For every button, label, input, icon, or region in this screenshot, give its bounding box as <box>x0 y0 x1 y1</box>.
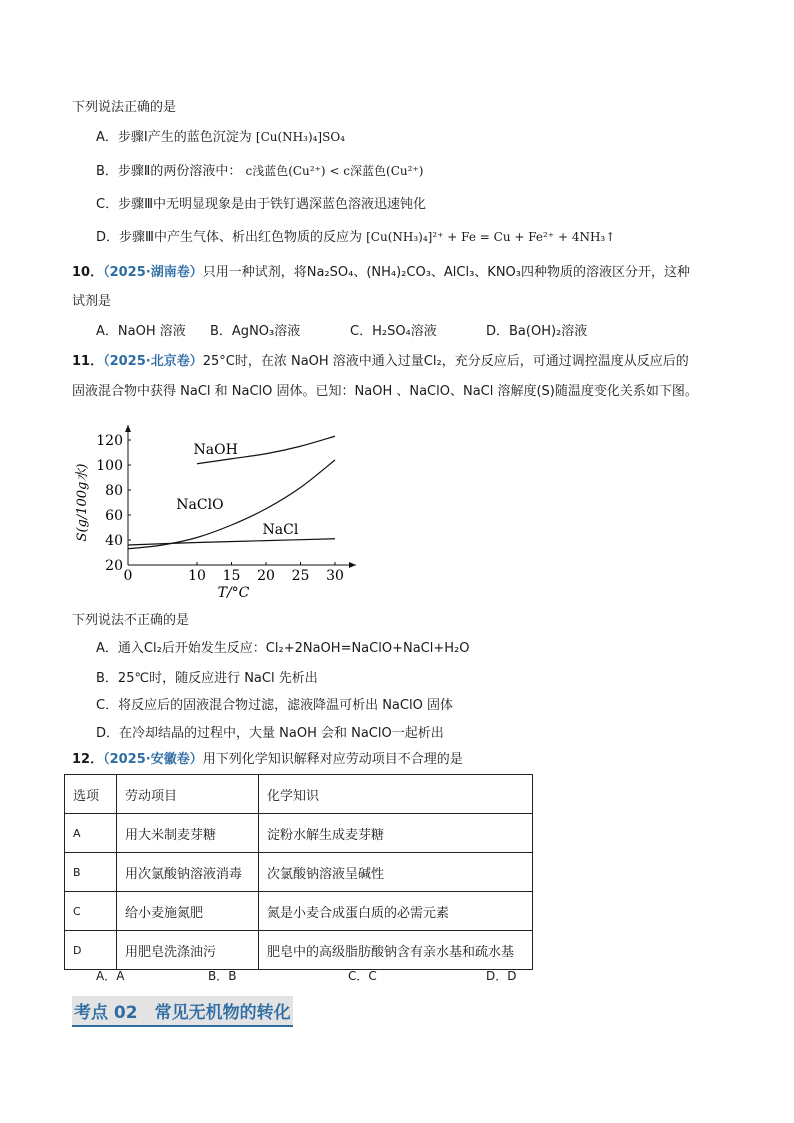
y-tick-label: 100 <box>96 458 123 474</box>
q10-stem-line2: 试剂是 <box>72 294 112 309</box>
q10-options <box>96 320 616 338</box>
x-tick-label: 0 <box>123 568 133 584</box>
q11-question: 下列说法不正确的是 <box>72 613 190 628</box>
table-cell: 用肥皂洗涤油污 <box>117 931 259 970</box>
series-label-nacl: NaCl <box>262 521 299 538</box>
q12-option-c: C．C <box>348 969 377 983</box>
table-row <box>65 853 533 892</box>
q12-options <box>96 967 536 985</box>
table-cell: 氮是小麦合成蛋白质的必需元素 <box>259 892 533 931</box>
table-cell: 给小麦施氮肥 <box>117 892 259 931</box>
y-axis-arrow <box>125 425 131 432</box>
x-axis-arrow <box>349 562 356 568</box>
q12-source: （2025·安徽卷） <box>103 752 203 767</box>
q9-option-d: D．步骤Ⅲ中产生气体、析出红色物质的反应为 [Cu(NH₃)₄]²⁺ + Fe = Cu + Fe²⁺ + 4NH₃↑ <box>96 230 616 245</box>
table-cell: 淀粉水解生成麦芽糖 <box>259 814 533 853</box>
q12-stem: 12．（2025·安徽卷）用下列化学知识解释对应劳动项目不合理的是 <box>72 752 463 767</box>
table-cell: D <box>65 931 117 970</box>
q11-option-d: D．在冷却结晶的过程中，大量 NaOH 会和 NaClO一起析出 <box>96 726 444 741</box>
series-label-naclo: NaClO <box>176 496 224 513</box>
x-tick-label: 20 <box>257 568 275 584</box>
q10-option-b: B．AgNO₃溶液 <box>210 324 301 339</box>
q11-stem-line1: 11．（2025·北京卷）25°C时，在浓 NaOH 溶液中通入过量Cl₂，充分反应后，可通过调控温度从反应后的 <box>72 354 689 369</box>
table-row <box>65 931 533 970</box>
solubility-chart <box>70 420 370 605</box>
y-tick-label: 40 <box>105 533 123 549</box>
q9-option-b-formula: c浅蓝色(Cu²⁺) < c深蓝色(Cu²⁺) <box>245 164 424 178</box>
table-row <box>65 814 533 853</box>
x-tick-label: 10 <box>188 568 206 584</box>
table-row <box>65 892 533 931</box>
q12-option-a: A．A <box>96 969 125 983</box>
q10-stem-line1: 10．（2025·湖南卷）只用一种试剂，将Na₂SO₄、(NH₄)₂CO₃、AlCl₃、KNO₃四种物质的溶液区分开，这种 <box>72 265 691 280</box>
q9-option-c: C．步骤Ⅲ中无明显现象是由于铁钉遇深蓝色溶液迅速钝化 <box>96 197 427 212</box>
table-cell: 用大米制麦芽糖 <box>117 814 259 853</box>
q10-option-a: A．NaOH 溶液 <box>96 324 186 339</box>
x-tick-label: 15 <box>222 568 241 584</box>
q9-option-d-formula: [Cu(NH₃)₄]²⁺ + Fe = Cu + Fe²⁺ + 4NH₃↑ <box>366 230 616 244</box>
y-tick-label: 120 <box>96 433 123 449</box>
table-cell: 用次氯酸钠溶液消毒 <box>117 853 259 892</box>
table-header-cell: 劳动项目 <box>117 775 259 814</box>
table-cell: 次氯酸钠溶液呈碱性 <box>259 853 533 892</box>
y-tick-label: 80 <box>105 483 123 499</box>
q10-option-c: C．H₂SO₄溶液 <box>350 324 437 339</box>
y-axis-label: S(g/100g水) <box>75 463 90 542</box>
q9-option-a-formula: [Cu(NH₃)₄]SO₄ <box>255 130 345 144</box>
q11-option-a: A．通入Cl₂后开始发生反应：Cl₂+2NaOH=NaClO+NaCl+H₂O <box>96 641 470 656</box>
q9-option-b: B．步骤Ⅱ的两份溶液中： c浅蓝色(Cu²⁺) < c深蓝色(Cu²⁺) <box>96 164 424 179</box>
q11-stem-line2: 固液混合物中获得 NaCl 和 NaClO 固体。已知：NaOH 、NaClO、NaCl 溶解度(S)随温度变化关系如下图。 <box>72 384 698 399</box>
section-heading: 考点 02 常见无机物的转化 <box>72 996 293 1027</box>
y-tick-label: 60 <box>105 508 123 524</box>
table-cell: B <box>65 853 117 892</box>
table-cell: C <box>65 892 117 931</box>
table-header-cell: 选项 <box>65 775 117 814</box>
q11-source: （2025·北京卷） <box>103 354 203 369</box>
q12-option-d: D．D <box>486 969 517 983</box>
x-axis-label: T/°C <box>217 585 250 601</box>
q10-option-d: D．Ba(OH)₂溶液 <box>486 324 588 339</box>
q11-option-b: B．25℃时，随反应进行 NaCl 先析出 <box>96 671 318 686</box>
q9-stem: 下列说法正确的是 <box>72 100 177 115</box>
table-cell: A <box>65 814 117 853</box>
x-tick-label: 30 <box>326 568 344 584</box>
table-header-cell: 化学知识 <box>259 775 533 814</box>
series-line-nacl <box>128 539 335 545</box>
y-tick-label: 20 <box>105 558 123 574</box>
x-tick-label: 25 <box>291 568 310 584</box>
q12-option-b: B．B <box>208 969 237 983</box>
q12-table <box>64 774 533 970</box>
q9-option-a: A．步骤Ⅰ产生的蓝色沉淀为 [Cu(NH₃)₄]SO₄ <box>96 130 345 145</box>
table-header-row <box>65 775 533 814</box>
table-cell: 肥皂中的高级脂肪酸钠含有亲水基和疏水基 <box>259 931 533 970</box>
q11-option-c: C．将反应后的固液混合物过滤，滤液降温可析出 NaClO 固体 <box>96 698 453 713</box>
series-label-naoh: NaOH <box>193 441 238 458</box>
series-line-naclo <box>128 460 335 549</box>
q10-source: （2025·湖南卷） <box>103 265 203 280</box>
